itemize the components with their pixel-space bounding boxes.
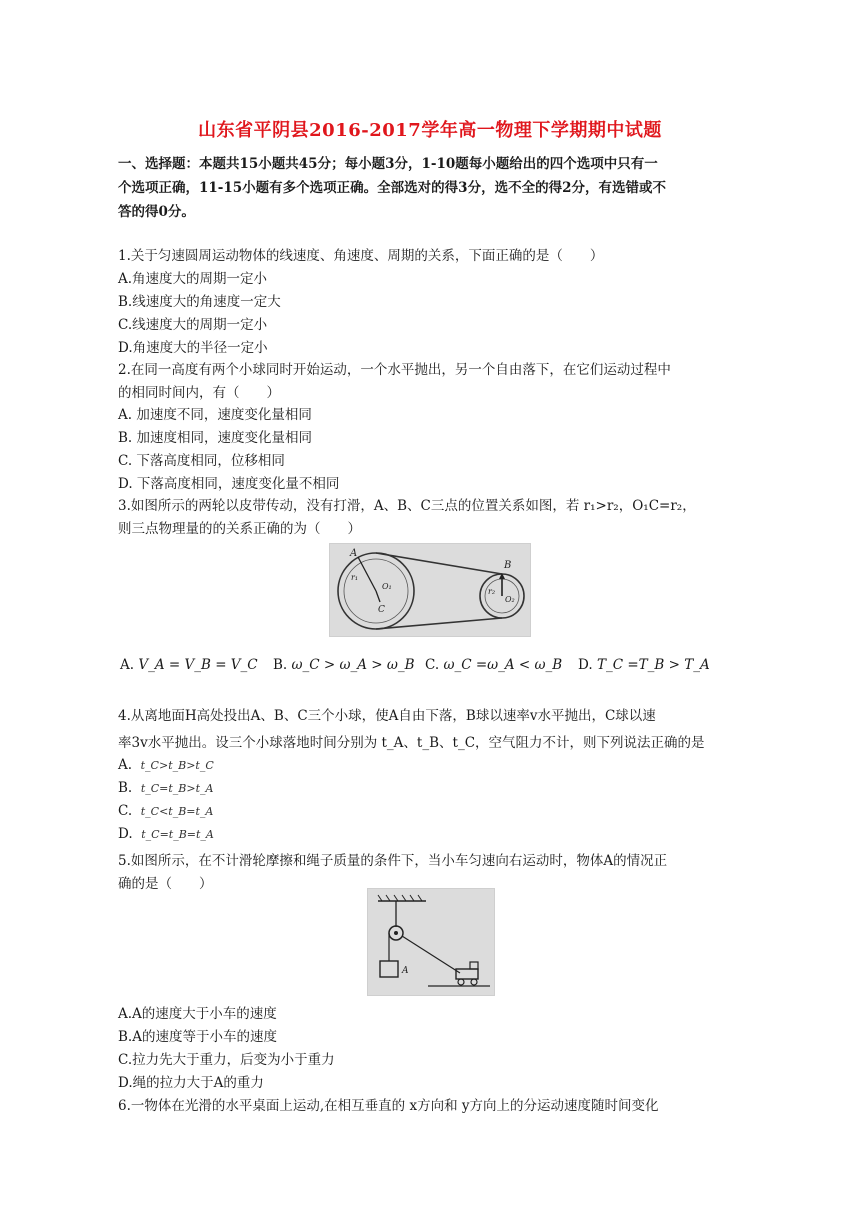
q2-option-d: D. 下落高度相同，速度变化量不相同 — [118, 476, 340, 492]
label-b: B — [504, 560, 512, 571]
q2-option-b: B. 加速度相同，速度变化量相同 — [118, 430, 313, 446]
label-r2: r₂ — [488, 587, 496, 596]
q3-option-b-label: B. — [273, 657, 288, 673]
pulley-cart-figure — [367, 888, 495, 996]
rope-slanted — [402, 936, 460, 973]
ceiling-hatch-3 — [394, 895, 398, 901]
q2-stem-line-2: 的相同时间内，有（ ） — [118, 385, 280, 401]
ceiling-hatch-4 — [402, 895, 406, 901]
q3-stem-line-2: 则三点物理量的的关系正确的为（ ） — [118, 521, 361, 537]
block-a — [380, 961, 398, 977]
q4-option-d-expr: t_C=t_B=t_A — [141, 828, 214, 841]
ceiling-hatch-1 — [378, 895, 382, 901]
q3-option-c-label: C. — [425, 657, 440, 673]
radius-r1 — [358, 557, 376, 591]
label-block-a: A — [402, 966, 409, 976]
cart-wheel-left — [458, 979, 464, 985]
label-o2: O₂ — [505, 595, 515, 604]
pulley-axle — [394, 931, 398, 935]
q4-option-d — [118, 826, 214, 842]
q3-option-b — [273, 657, 415, 673]
q4-option-a-expr: t_C>t_B>t_C — [140, 759, 214, 772]
q2-option-a: A. 加速度不同，速度变化量相同 — [118, 407, 312, 423]
cart-wheel-right — [471, 979, 477, 985]
q1-option-c: C.线速度大的周期一定小 — [118, 317, 268, 333]
belt-drive-figure — [329, 543, 531, 637]
q3-option-a — [120, 657, 258, 673]
q4-option-b — [118, 780, 213, 796]
label-c: C — [378, 605, 385, 615]
cart-cab — [470, 962, 478, 969]
q1-option-b: B.线速度大的角速度一定大 — [118, 294, 281, 310]
section-instructions-line-1: 一、选择题：本题共15小题共45分；每小题3分，1-10题每小题给出的四个选项中只有一 — [118, 156, 658, 172]
q5-stem-line-1: 5.如图所示，在不计滑轮摩擦和绳子质量的条件下，当小车匀速向右运动时，物体A的情况正 — [118, 853, 668, 869]
ceiling-hatch-5 — [410, 895, 414, 901]
ceiling-hatch-2 — [386, 895, 390, 901]
q3-option-d — [578, 657, 710, 673]
q5-option-b: B.A的速度等于小车的速度 — [118, 1029, 277, 1045]
q5-option-d: D.绳的拉力大于A的重力 — [118, 1075, 264, 1091]
q4-option-a-label: A. — [118, 757, 133, 773]
q3-option-c — [425, 657, 562, 673]
q4-option-d-label: D. — [118, 826, 133, 842]
q4-stem-line-2: 率3v水平抛出。设三个小球落地时间分别为 t_A、t_B、t_C，空气阻力不计，则下列说法正确的是 — [118, 735, 705, 751]
q3-option-a-label: A. — [120, 657, 135, 673]
q4-option-c-label: C. — [118, 803, 133, 819]
label-o1: O₁ — [382, 582, 392, 591]
q6-stem-line-1: 6.一物体在光滑的水平桌面上运动,在相互垂直的 x方向和 y方向上的分运动速度随时间变化 — [118, 1098, 659, 1114]
q4-option-b-label: B. — [118, 780, 133, 796]
exam-title: 山东省平阴县2016-2017学年高一物理下学期期中试题 — [198, 120, 662, 141]
label-r1: r₁ — [351, 573, 359, 582]
q4-option-a — [118, 757, 214, 773]
belt-drive-diagram — [330, 544, 530, 636]
label-a: A — [350, 548, 358, 559]
q1-stem: 1.关于匀速圆周运动物体的线速度、角速度、周期的关系，下面正确的是（ ） — [118, 248, 604, 264]
cart-body — [456, 969, 478, 979]
section-instructions-line-2: 个选项正确，11-15小题有多个选项正确。全部选对的得3分，选不全的得2分，有选错或不 — [118, 180, 666, 196]
q5-option-c: C.拉力先大于重力，后变为小于重力 — [118, 1052, 335, 1068]
q4-stem-line-1: 4.从离地面H高处投出A、B、C三个小球，使A自由下落，B球以速率v水平抛出，C球以速 — [118, 708, 656, 724]
q2-stem-line-1: 2.在同一高度有两个小球同时开始运动，一个水平抛出，另一个自由落下，在它们运动过程中 — [118, 362, 671, 378]
q4-option-b-expr: t_C=t_B>t_A — [140, 782, 214, 795]
q4-option-c — [118, 803, 213, 819]
q4-option-c-expr: t_C<t_B=t_A — [140, 805, 214, 818]
q3-stem-line-1: 3.如图所示的两轮以皮带传动，没有打滑，A、B、C三点的位置关系如图，若 r₁>r₂，O₁C=r₂， — [118, 498, 696, 514]
q5-option-a: A.A的速度大于小车的速度 — [118, 1006, 277, 1022]
q3-option-b-expr: ω_C > ω_A > ω_B — [291, 657, 415, 673]
q3-option-d-label: D. — [578, 657, 593, 673]
q5-stem-line-2: 确的是（ ） — [118, 876, 213, 892]
ceiling-hatch-6 — [418, 895, 422, 901]
q1-option-d: D.角速度大的半径一定小 — [118, 340, 268, 356]
segment-o1c — [376, 591, 380, 602]
section-instructions-line-3: 答的得0分。 — [118, 204, 195, 220]
q1-option-a: A.角速度大的周期一定小 — [118, 271, 268, 287]
belt-top — [376, 553, 502, 574]
pulley-cart-diagram — [368, 889, 494, 995]
q3-option-a-expr: V_A = V_B = V_C — [138, 657, 258, 673]
q2-option-c: C. 下落高度相同，位移相同 — [118, 453, 285, 469]
q3-option-d-expr: T_C =T_B > T_A — [596, 657, 710, 673]
q3-option-c-expr: ω_C =ω_A < ω_B — [443, 657, 563, 673]
